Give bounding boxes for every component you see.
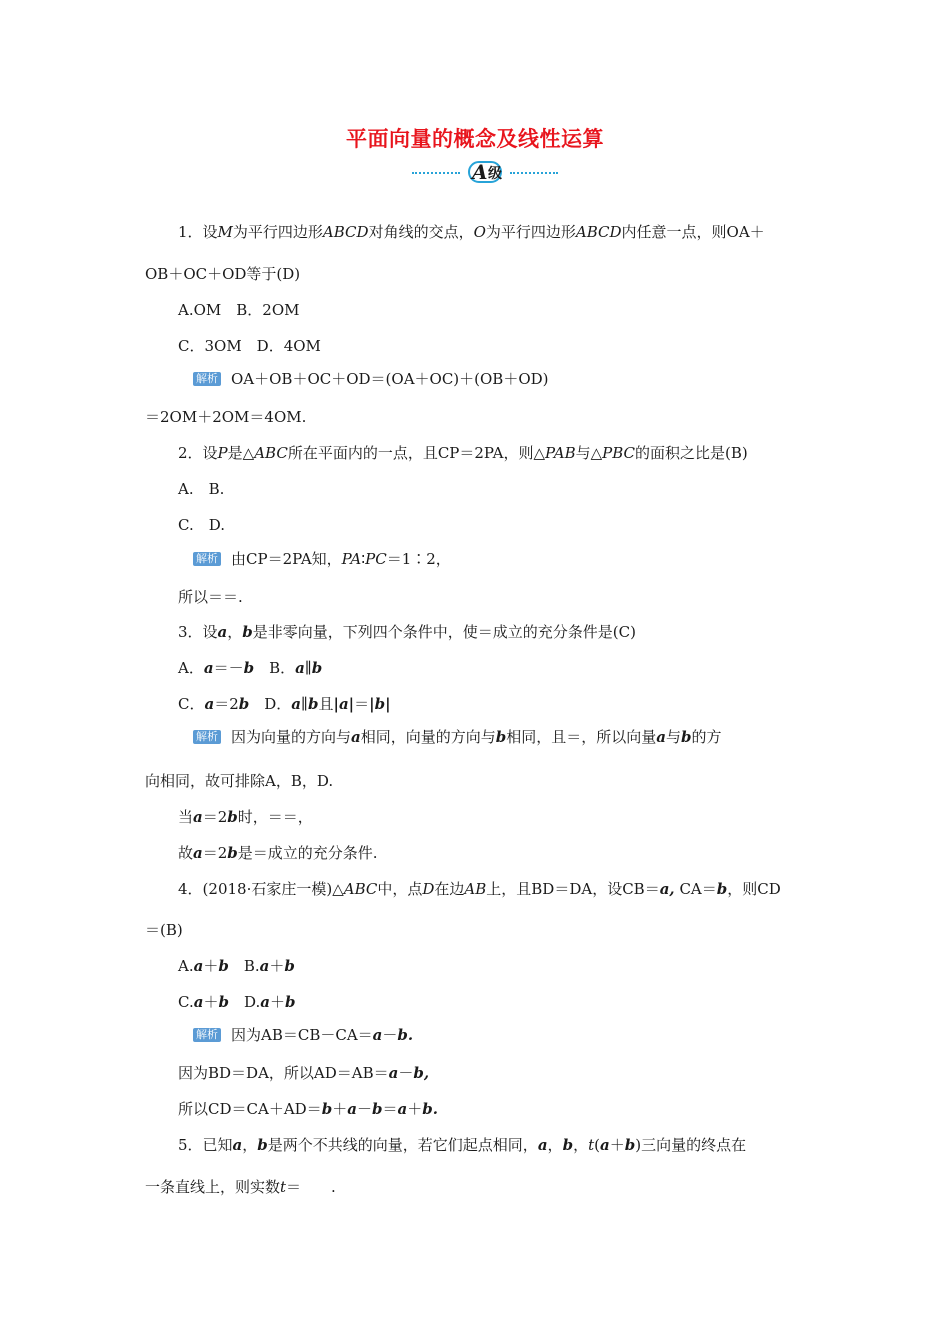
level-badge (412, 160, 558, 186)
analysis-tag: 解析 (193, 730, 221, 744)
q1-stem-line1: 1．设M为平行四边形ABCD对角线的交点，O为平行四边形ABCD内任意一点，则OA＋ (178, 223, 765, 241)
q3-options-cd: C．a＝2b D．a∥b且|a|＝|b| (178, 695, 391, 713)
analysis-tag: 解析 (193, 552, 221, 566)
q4-options-cd: C.a＋b D.a＋b (178, 993, 296, 1011)
q3-analysis-line1: 解析 因为向量的方向与a相同，向量的方向与b相同，且＝，所以向量a与b的方 (193, 727, 722, 747)
q3-analysis-line4: 故a＝2b是＝成立的充分条件. (178, 844, 378, 862)
q2-stem: 2．设P是△ABC所在平面内的一点，且CP＝2PA，则△PAB与△PBC的面积之比是(B) (178, 444, 748, 462)
q4-analysis-line2: 因为BD＝DA，所以AD＝AB＝a－b, (178, 1064, 430, 1082)
q3-analysis-line2: 向相同，故可排除A，B，D. (145, 772, 334, 790)
analysis-tag: 解析 (193, 1028, 221, 1042)
q1-options-ab: A.OM B．2OM (178, 301, 300, 319)
dotted-divider-left (412, 172, 460, 174)
q4-analysis-line3: 所以CD＝CA＋AD＝b＋a－b＝a＋b. (178, 1100, 438, 1118)
q4-analysis-line1: 解析 因为AB＝CB－CA＝a－b. (193, 1025, 413, 1045)
q1-stem-line2: OB＋OC＋OD等于(D) (145, 265, 301, 283)
q4-stem-line1: 4．(2018·石家庄一模)△ABC中，点D在边AB上，且BD＝DA，设CB＝a, CA＝b，则CD (178, 880, 781, 898)
q3-options-ab: A．a＝－b B．a∥b (178, 659, 323, 677)
q2-analysis-line1: 解析 由CP＝2PA知，PA∶PC＝1∶2， (193, 549, 451, 569)
q5-stem-line2: 一条直线上，则实数t＝ . (145, 1178, 336, 1196)
q1-options-cd: C．3OM D．4OM (178, 337, 321, 355)
q1-analysis-line2: ＝2OM＋2OM＝4OM. (145, 408, 307, 426)
q5-stem-line1: 5．已知a，b是两个不共线的向量，若它们起点相同，a，b，t(a＋b)三向量的终点在 (178, 1136, 747, 1154)
page-title: 平面向量的概念及线性运算 (346, 127, 604, 151)
q3-stem: 3．设a，b是非零向量，下列四个条件中，使＝成立的充分条件是(C) (178, 623, 636, 641)
dotted-divider-right (510, 172, 558, 174)
level-label: 级 (488, 166, 502, 182)
q4-options-ab: A.a＋b B.a＋b (178, 957, 295, 975)
q2-analysis-line2: 所以＝＝. (178, 588, 243, 606)
q1-analysis-line1: 解析 OA＋OB＋OC＋OD＝(OA＋OC)＋(OB＋OD) (193, 369, 549, 389)
level-letter: A (472, 160, 488, 184)
q3-analysis-line3: 当a＝2b时，＝＝， (178, 808, 313, 826)
analysis-tag: 解析 (193, 372, 221, 386)
q2-options-ab: A. B. (178, 480, 225, 498)
q2-options-cd: C. D. (178, 516, 225, 534)
q4-stem-line2: ＝(B) (145, 921, 183, 939)
